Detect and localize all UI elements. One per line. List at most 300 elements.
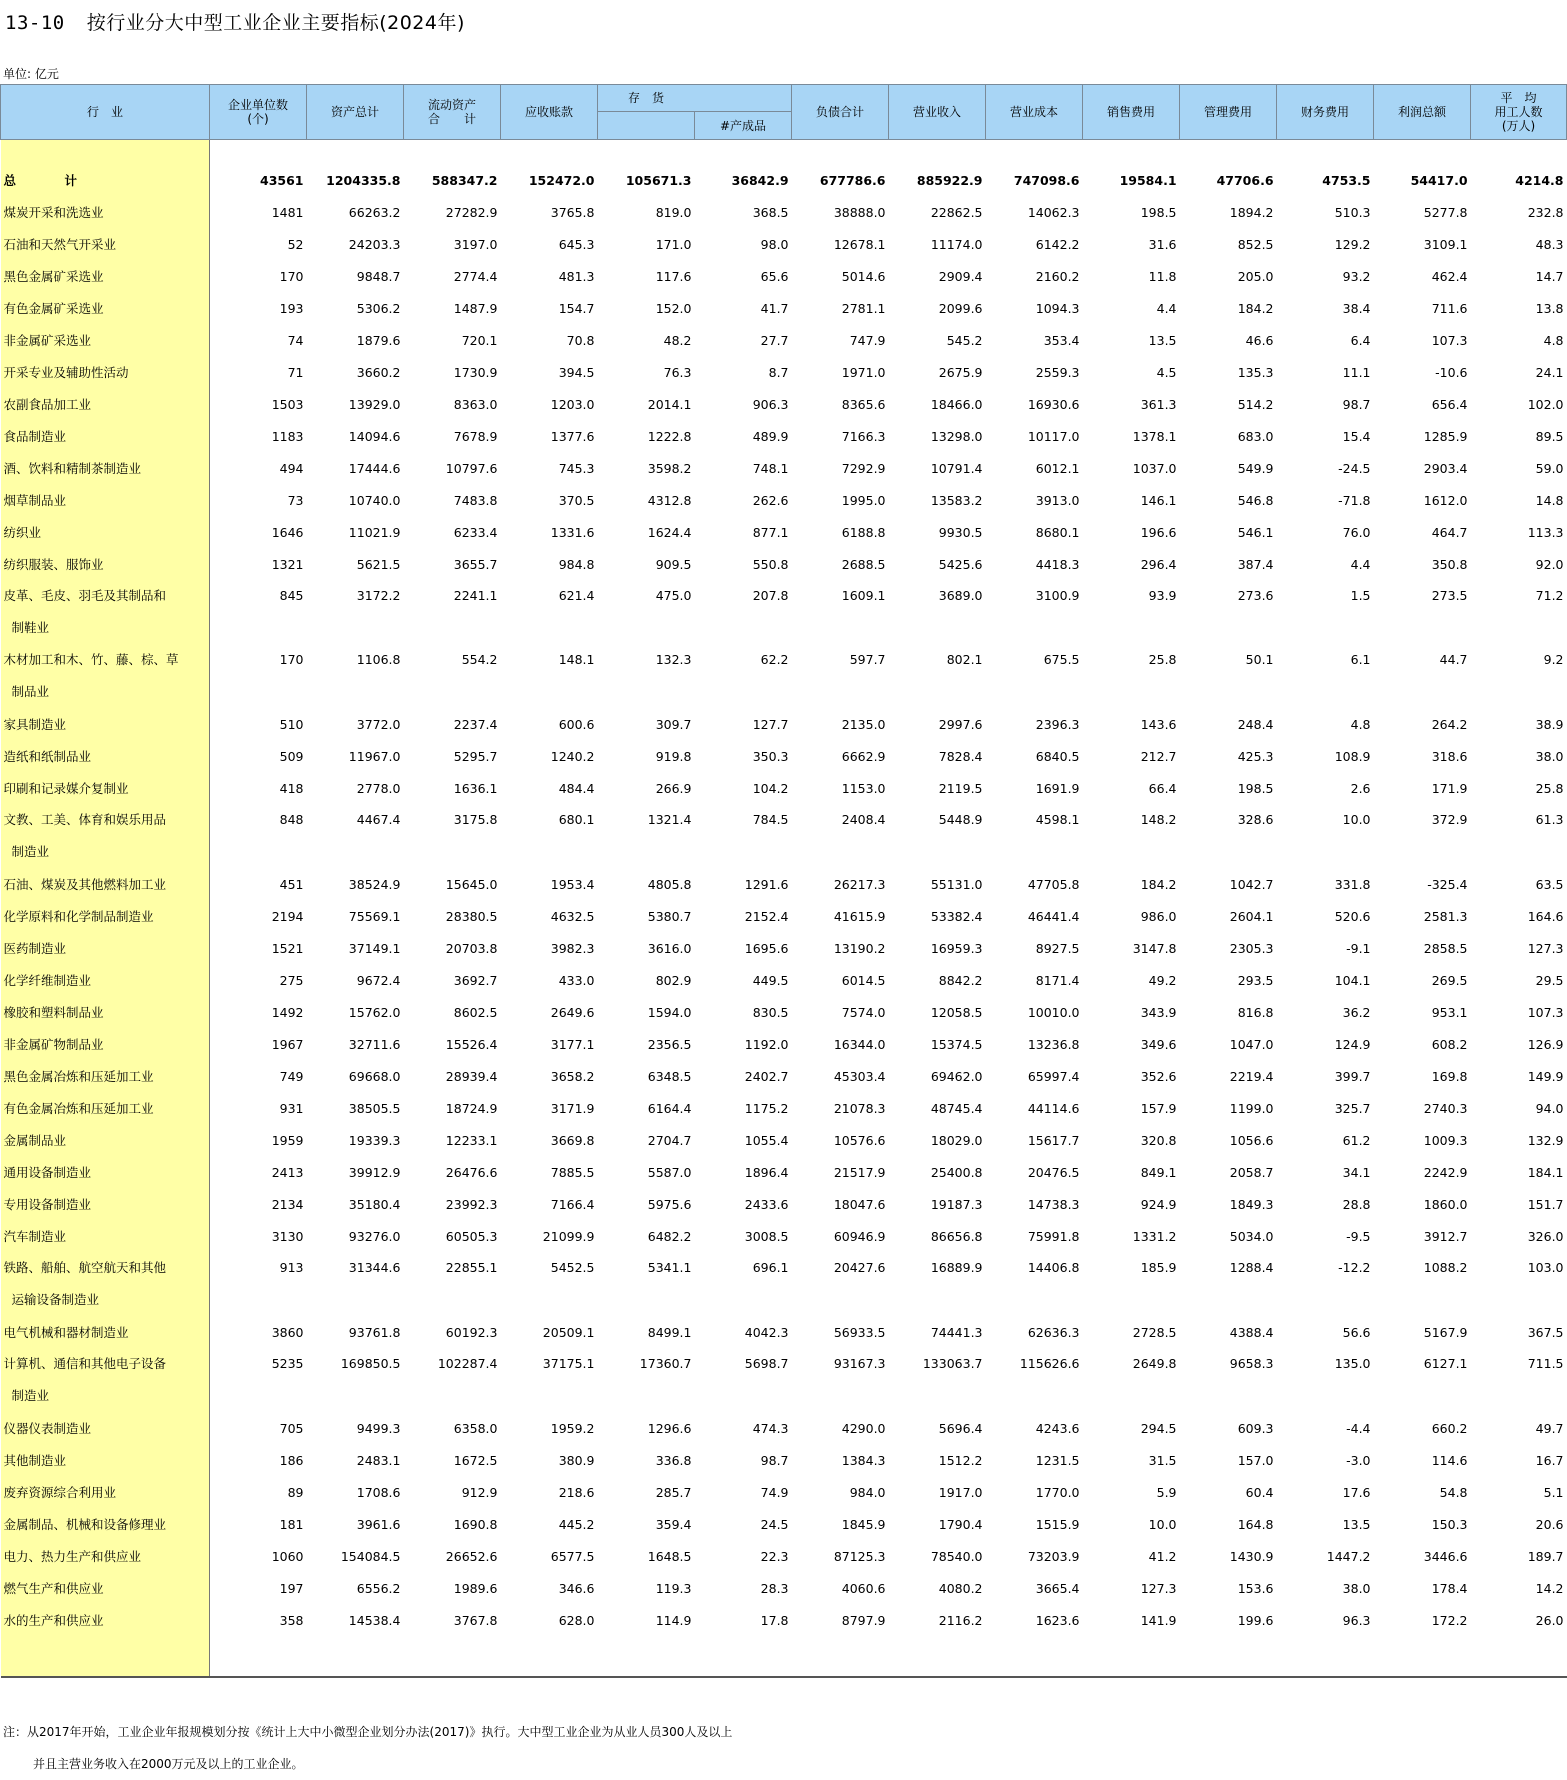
cell: 69462.0 (930, 1068, 983, 1084)
cell: 549.9 (1237, 460, 1274, 476)
cell: 8927.5 (1035, 940, 1080, 956)
cell: 3177.1 (550, 1036, 595, 1052)
cell: 7678.9 (453, 428, 498, 444)
cell: 25400.8 (930, 1164, 983, 1180)
cell: 27282.9 (445, 204, 498, 220)
row-label-line: 非金属矿物制品业 (3, 1037, 104, 1052)
cell: 19339.3 (348, 1132, 401, 1148)
cell: 1106.8 (356, 652, 401, 667)
cell: 1321.4 (647, 812, 692, 827)
cell: 5587.0 (647, 1164, 692, 1180)
cell: 5.1 (1543, 1484, 1564, 1500)
cell: 3692.7 (453, 972, 498, 988)
cell: 148.1 (558, 652, 595, 667)
cell: 89.5 (1535, 428, 1564, 444)
cell: 588347.2 (431, 172, 498, 188)
cell: 418 (279, 780, 304, 796)
cell: -9.5 (1346, 1228, 1371, 1244)
cell: 9658.3 (1229, 1356, 1274, 1371)
cell: 4243.6 (1035, 1420, 1080, 1436)
table-row (1, 1348, 1567, 1412)
cell: 546.1 (1237, 524, 1274, 540)
cell: 14094.6 (348, 428, 401, 444)
cell: 205.0 (1237, 268, 1274, 284)
cell: 15526.4 (445, 1036, 498, 1052)
cell: 1860.0 (1423, 1196, 1468, 1212)
cell: 885922.9 (916, 172, 983, 188)
cell: 1849.3 (1229, 1196, 1274, 1212)
cell: 2058.7 (1229, 1164, 1274, 1180)
cell: 4.4 (1350, 556, 1371, 572)
cell: 984.8 (558, 556, 595, 572)
cell: 10117.0 (1027, 428, 1080, 444)
cell: 1790.4 (938, 1516, 983, 1532)
cell: 11.8 (1148, 268, 1177, 284)
row-label-line: 燃气生产和供应业 (3, 1581, 104, 1596)
cell: 1612.0 (1423, 492, 1468, 508)
cell: 5167.9 (1423, 1324, 1468, 1340)
cell: 169850.5 (340, 1356, 401, 1371)
cell: 98.0 (760, 236, 789, 252)
cell: 108.9 (1334, 748, 1371, 764)
cell: 74 (287, 332, 304, 348)
cell: 1917.0 (938, 1484, 983, 1500)
header-current-assets: 流动资产 合 计 (404, 85, 501, 140)
cell: 1690.8 (453, 1516, 498, 1532)
cell: 683.0 (1237, 428, 1274, 444)
cell: 2740.3 (1423, 1100, 1468, 1116)
cell: 7885.5 (550, 1164, 595, 1180)
cell: 184.2 (1140, 876, 1177, 892)
cell: 353.4 (1043, 332, 1080, 348)
cell: 2402.7 (744, 1068, 789, 1084)
cell: 153.6 (1237, 1580, 1274, 1596)
cell: 4.8 (1543, 332, 1564, 348)
cell: 1594.0 (647, 1004, 692, 1020)
cell: 3982.3 (550, 940, 595, 956)
cell: 9.2 (1543, 652, 1564, 667)
table-row (1, 292, 1567, 324)
cell: 2241.1 (453, 588, 498, 603)
cell: 1037.0 (1132, 460, 1177, 476)
cell: 1708.6 (356, 1484, 401, 1500)
cell: 54.8 (1439, 1484, 1468, 1500)
table-row (1, 804, 1567, 868)
cell: 62.2 (760, 652, 789, 667)
cell: 74.9 (760, 1484, 789, 1500)
cell: 852.5 (1237, 236, 1274, 252)
cell: 15645.0 (445, 876, 498, 892)
row-label (1, 1316, 210, 1348)
data-table-container (0, 84, 1567, 1678)
row-label-line: 有色金属矿采选业 (3, 301, 104, 316)
cell: 550.8 (752, 556, 789, 572)
cell: 104.2 (752, 780, 789, 796)
row-label (1, 1124, 210, 1156)
cell: 45303.4 (833, 1068, 886, 1084)
cell: 711.6 (1431, 300, 1468, 316)
header-profit: 利润总额 (1374, 85, 1471, 140)
cell: 919.8 (655, 748, 692, 764)
table-row (1, 1476, 1567, 1508)
cell: 5975.6 (647, 1196, 692, 1212)
cell: 1995.0 (841, 492, 886, 508)
cell: 2.6 (1350, 780, 1371, 796)
row-label (1, 420, 210, 452)
cell: 69668.0 (348, 1068, 401, 1084)
cell: 1204335.8 (326, 172, 401, 188)
cell: 9672.4 (356, 972, 401, 988)
cell: 73 (287, 492, 304, 508)
cell: 912.9 (461, 1484, 498, 1500)
cell: 53382.4 (930, 908, 983, 924)
cell: 394.5 (558, 364, 595, 380)
cell: 12678.1 (833, 236, 886, 252)
cell: 262.6 (752, 492, 789, 508)
cell: 114.9 (655, 1612, 692, 1628)
cell: 60.4 (1245, 1484, 1274, 1500)
cell: 1609.1 (841, 588, 886, 603)
row-label-line: 造纸和纸制品业 (3, 749, 92, 764)
table-row (1, 388, 1567, 420)
unit-label: 单位: 亿元 (3, 67, 59, 81)
cell: 3658.2 (550, 1068, 595, 1084)
cell: 62636.3 (1027, 1324, 1080, 1340)
table-title (5, 8, 465, 35)
row-label-line: 仪器仪表制造业 (3, 1421, 92, 1436)
cell: 6348.5 (647, 1068, 692, 1084)
cell: 189.7 (1527, 1548, 1564, 1564)
cell: 1240.2 (550, 748, 595, 764)
cell: 2099.6 (938, 300, 983, 316)
cell: 6142.2 (1035, 236, 1080, 252)
cell: 1222.8 (647, 428, 692, 444)
cell: 877.1 (752, 524, 789, 540)
cell: 170 (279, 268, 304, 284)
row-label-line: 酒、饮料和精制茶制造业 (3, 461, 142, 476)
table-row (1, 1220, 1567, 1252)
header-total-assets: 资产总计 (307, 85, 404, 140)
row-label-line: 化学纤维制造业 (3, 973, 92, 988)
table-row (1, 196, 1567, 228)
cell: 433.0 (558, 972, 595, 988)
cell: 510 (279, 716, 304, 732)
cell: 75991.8 (1027, 1228, 1080, 1244)
cell: 19187.3 (930, 1196, 983, 1212)
cell: 89 (287, 1484, 304, 1500)
cell: 1.5 (1350, 588, 1371, 603)
cell: 150.3 (1431, 1516, 1468, 1532)
row-label-line: 电气机械和器材制造业 (3, 1325, 129, 1340)
cell: 20476.5 (1027, 1164, 1080, 1180)
table-row (1, 644, 1567, 708)
cell: 152.0 (655, 300, 692, 316)
table-row (1, 548, 1567, 580)
row-label-line: 制鞋业 (11, 620, 50, 635)
table-row (1, 1092, 1567, 1124)
cell: 13190.2 (833, 940, 886, 956)
spacer-row (1, 140, 1567, 165)
cell: 36842.9 (731, 172, 789, 188)
cell: 20427.6 (833, 1260, 886, 1275)
cell: 61.3 (1535, 812, 1564, 827)
cell: 48745.4 (930, 1100, 983, 1116)
row-label-line: 家具制造业 (3, 717, 67, 732)
cell: 6233.4 (453, 524, 498, 540)
cell: 13.8 (1535, 300, 1564, 316)
cell: 48.2 (663, 332, 692, 348)
cell: 54417.0 (1410, 172, 1468, 188)
cell: 6014.5 (841, 972, 886, 988)
cell: 510.3 (1334, 204, 1371, 220)
row-label-line: 通用设备制造业 (3, 1165, 92, 1180)
row-label (1, 1444, 210, 1476)
cell: 1088.2 (1423, 1260, 1468, 1275)
cell: 425.3 (1237, 748, 1274, 764)
cell: 4598.1 (1035, 812, 1080, 827)
cell: 520.6 (1334, 908, 1371, 924)
cell: 819.0 (655, 204, 692, 220)
row-label (1, 548, 210, 580)
cell: 104.1 (1334, 972, 1371, 988)
cell: 6164.4 (647, 1100, 692, 1116)
cell: 8363.0 (453, 396, 498, 412)
cell: 1959 (271, 1132, 304, 1148)
cell: 151.7 (1527, 1196, 1564, 1212)
cell: 749 (279, 1068, 304, 1084)
cell: 2160.2 (1035, 268, 1080, 284)
cell: 1492 (271, 1004, 304, 1020)
cell: 747.9 (849, 332, 886, 348)
row-label (1, 1604, 210, 1636)
cell: 711.5 (1527, 1356, 1564, 1371)
cell: 705 (279, 1420, 304, 1436)
row-label (1, 196, 210, 228)
cell: 86656.8 (930, 1228, 983, 1244)
cell: 984.0 (849, 1484, 886, 1500)
cell: 2237.4 (453, 716, 498, 732)
table-row (1, 964, 1567, 996)
cell: 18029.0 (930, 1132, 983, 1148)
cell: 621.4 (558, 588, 595, 603)
cell: 10576.6 (833, 1132, 886, 1148)
row-label-line: 制造业 (11, 1388, 50, 1403)
cell: 331.8 (1334, 876, 1371, 892)
cell: 1377.6 (550, 428, 595, 444)
header-finance-expense: 财务费用 (1277, 85, 1374, 140)
cell: 22.3 (760, 1548, 789, 1564)
row-label (1, 580, 210, 644)
cell: 8602.5 (453, 1004, 498, 1020)
cell: 37149.1 (348, 940, 401, 956)
cell: 931 (279, 1100, 304, 1116)
cell: 18047.6 (833, 1196, 886, 1212)
table-row (1, 516, 1567, 548)
cell: 60946.9 (833, 1228, 886, 1244)
cell: 13583.2 (930, 492, 983, 508)
cell: 2649.8 (1132, 1356, 1177, 1371)
cell: 1515.9 (1035, 1516, 1080, 1532)
row-label-line: 有色金属冶炼和压延加工业 (3, 1101, 154, 1116)
cell: 5014.6 (841, 268, 886, 284)
cell: 6840.5 (1035, 748, 1080, 764)
table-row (1, 772, 1567, 804)
cell: 28.8 (1342, 1196, 1371, 1212)
cell: 17360.7 (639, 1356, 692, 1371)
cell: 1989.6 (453, 1580, 498, 1596)
row-label (1, 324, 210, 356)
footnote (3, 1716, 732, 1780)
cell: 105671.3 (625, 172, 692, 188)
cell: 18724.9 (445, 1100, 498, 1116)
cell: 6358.0 (453, 1420, 498, 1436)
cell: 2781.1 (841, 300, 886, 316)
cell: 1153.0 (841, 780, 886, 796)
cell: 913 (279, 1260, 304, 1275)
cell: 1646 (271, 524, 304, 540)
table-row (1, 996, 1567, 1028)
cell: 349.6 (1140, 1036, 1177, 1052)
cell: 7166.3 (841, 428, 886, 444)
cell: 38.0 (1535, 748, 1564, 764)
cell: 3912.7 (1423, 1228, 1468, 1244)
header-finished-goods: #产成品 (695, 112, 792, 140)
cell: 4290.0 (841, 1420, 886, 1436)
cell: 7574.0 (841, 1004, 886, 1020)
cell: -12.2 (1338, 1260, 1371, 1275)
row-label (1, 1540, 210, 1572)
row-label (1, 1188, 210, 1220)
cell: 2116.2 (938, 1612, 983, 1628)
row-label-line: 制品业 (11, 684, 50, 699)
cell: 3961.6 (356, 1516, 401, 1532)
row-label-line: 木材加工和木、竹、藤、棕、草 (3, 652, 179, 667)
cell: 273.5 (1431, 588, 1468, 603)
row-label (1, 292, 210, 324)
cell: 1331.6 (550, 524, 595, 540)
cell: 293.5 (1237, 972, 1274, 988)
cell: 148.2 (1140, 812, 1177, 827)
cell: 65997.4 (1027, 1068, 1080, 1084)
cell: 141.9 (1140, 1612, 1177, 1628)
cell: 546.8 (1237, 492, 1274, 508)
cell: 35180.4 (348, 1196, 401, 1212)
cell: 2774.4 (453, 268, 498, 284)
cell: 1447.2 (1326, 1548, 1371, 1564)
row-label (1, 1572, 210, 1604)
cell: 44.7 (1439, 652, 1468, 667)
row-label (1, 1028, 210, 1060)
row-label-line: 化学原料和化学制品制造业 (3, 909, 154, 924)
cell: 98.7 (760, 1452, 789, 1468)
cell: 13236.8 (1027, 1036, 1080, 1052)
cell: 3008.5 (744, 1228, 789, 1244)
cell: 6012.1 (1035, 460, 1080, 476)
cell: 75569.1 (348, 908, 401, 924)
cell: 328.6 (1237, 812, 1274, 827)
row-label-line: 电力、热力生产和供应业 (3, 1549, 142, 1564)
cell: 3767.8 (453, 1612, 498, 1628)
cell: 8842.2 (938, 972, 983, 988)
cell: 1503 (271, 396, 304, 412)
cell: 1953.4 (550, 876, 595, 892)
cell: 66263.2 (348, 204, 401, 220)
cell: 16889.9 (930, 1260, 983, 1275)
table-row (1, 1124, 1567, 1156)
cell: 36.2 (1342, 1004, 1371, 1020)
cell: 4388.4 (1229, 1324, 1274, 1340)
cell: 38.9 (1535, 716, 1564, 732)
header-industry: 行 业 (1, 85, 210, 140)
cell: 172.2 (1431, 1612, 1468, 1628)
cell: 2152.4 (744, 908, 789, 924)
cell: 745.3 (558, 460, 595, 476)
cell: 92.0 (1535, 556, 1564, 572)
table-row (1, 484, 1567, 516)
cell: 3860 (271, 1324, 304, 1340)
cell: 218.6 (558, 1484, 595, 1500)
cell: 232.8 (1527, 204, 1564, 220)
row-label (1, 708, 210, 740)
cell: 273.6 (1237, 588, 1274, 603)
cell: 22855.1 (445, 1260, 498, 1275)
cell: 1894.2 (1229, 204, 1274, 220)
cell: 4753.5 (1322, 172, 1371, 188)
cell: 93761.8 (348, 1324, 401, 1340)
row-label (1, 964, 210, 996)
cell: 1512.2 (938, 1452, 983, 1468)
cell: 24203.3 (348, 236, 401, 252)
cell: 696.1 (752, 1260, 789, 1275)
table-row (1, 740, 1567, 772)
row-label (1, 1156, 210, 1188)
cell: 656.4 (1431, 396, 1468, 412)
cell: 660.2 (1431, 1420, 1468, 1436)
cell: 399.7 (1334, 1068, 1371, 1084)
cell: 494 (279, 460, 304, 476)
row-label-line: 黑色金属矿采选业 (3, 269, 104, 284)
cell: 346.6 (558, 1580, 595, 1596)
row-label-line: 专用设备制造业 (3, 1197, 92, 1212)
cell: 61.2 (1342, 1132, 1371, 1148)
cell: 6188.8 (841, 524, 886, 540)
cell: 198.5 (1237, 780, 1274, 796)
cell: 1203.0 (550, 396, 595, 412)
cell: 3665.4 (1035, 1580, 1080, 1596)
cell: 93.9 (1148, 588, 1177, 603)
cell: 16.7 (1535, 1452, 1564, 1468)
header-cost: 营业成本 (986, 85, 1083, 140)
row-label-line: 皮革、毛皮、羽毛及其制品和 (3, 588, 167, 603)
row-label (1, 1252, 210, 1316)
cell: 103.0 (1527, 1260, 1564, 1275)
cell: 11021.9 (348, 524, 401, 540)
cell: 16959.3 (930, 940, 983, 956)
cell: 5621.5 (356, 556, 401, 572)
cell: 2119.5 (938, 780, 983, 796)
cell: 1296.6 (647, 1420, 692, 1436)
cell: 2903.4 (1423, 460, 1468, 476)
row-label (1, 484, 210, 516)
cell: 296.4 (1140, 556, 1177, 572)
cell: 115626.6 (1019, 1356, 1080, 1371)
cell: 802.9 (655, 972, 692, 988)
cell: 845 (279, 588, 304, 603)
cell: 38505.5 (348, 1100, 401, 1116)
cell: 6.1 (1350, 652, 1371, 667)
cell: 3598.2 (647, 460, 692, 476)
row-label-line: 纺织服装、服饰业 (3, 557, 104, 572)
